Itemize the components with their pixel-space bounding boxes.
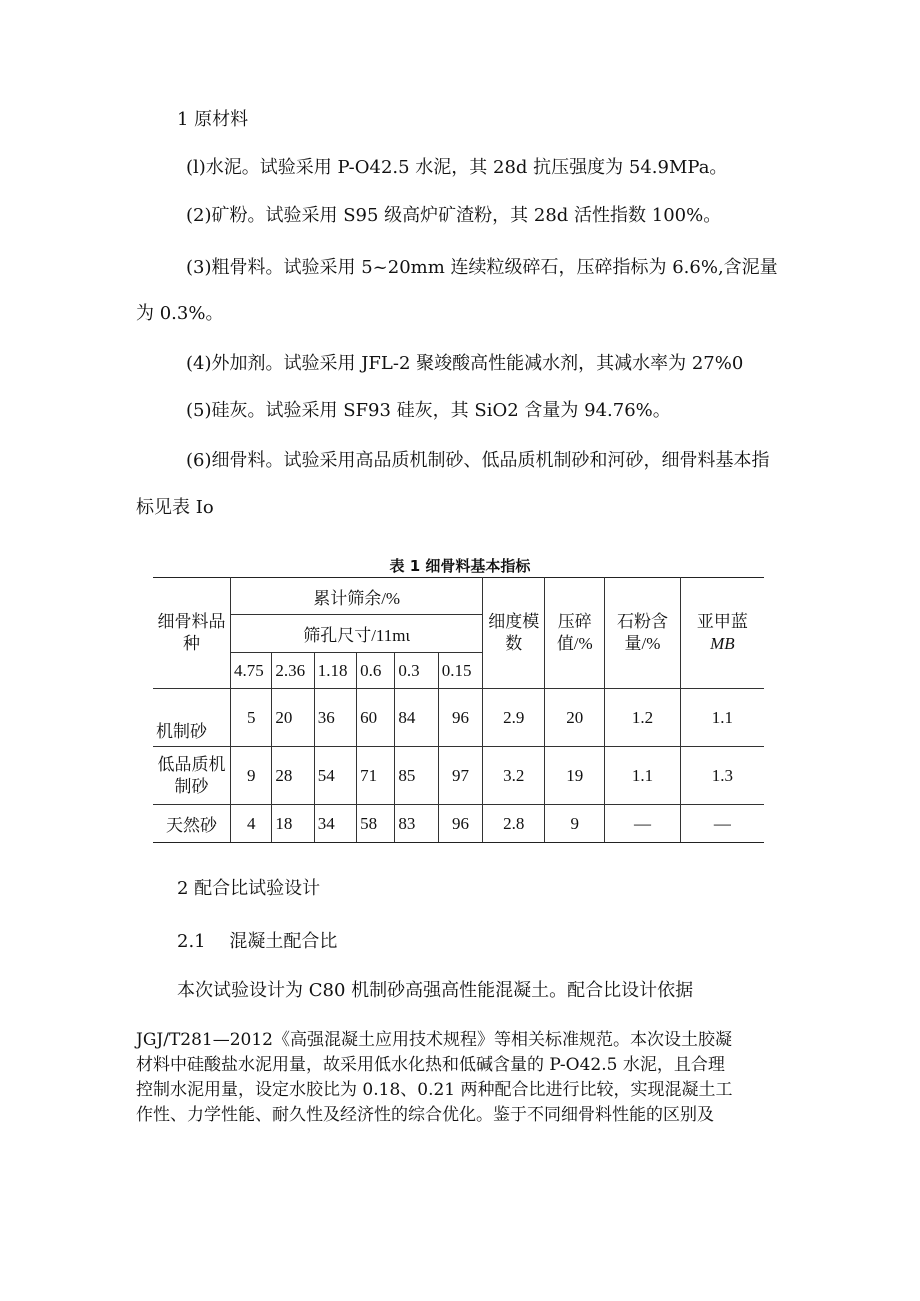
table-row [153,689,764,747]
paragraph-design-line-2: 材料中硅酸盐水泥用量，故采用低水化热和低碱含量的 P-O42.5 水泥，且合理 [136,1055,725,1075]
table-cell: 4 [231,805,272,843]
paragraph-cement: (l)水泥。试验采用 P-O42.5 水泥，其 28d 抗压强度为 54.9MPa。 [186,157,728,178]
row-name: 机制砂 [153,689,231,747]
paragraph-design-intro: 本次试验设计为 C80 机制砂高强高性能混凝土。配合比设计依据 [177,980,694,1001]
sieve-size-cell: 0.6 [357,653,395,689]
header-fineness-modulus: 细度模数 [483,578,545,689]
paragraph-design-line-1: JGJ/T281—2012《高强混凝土应用技术规程》等相关标准规范。本次设土胶凝 [136,1030,732,1050]
fine-aggregate-table [153,577,764,843]
sieve-size-cell: 0.15 [438,653,483,689]
table-cell: 96 [438,689,483,747]
table-cell: 5 [231,689,272,747]
table-cell: 1.1 [680,689,764,747]
section-heading-raw-materials: 1 原材料 [177,109,249,130]
table-cell: 20 [545,689,605,747]
table-cell: — [680,805,764,843]
table-row [153,805,764,843]
table-cell: 18 [272,805,314,843]
header-mb-label: 亚甲蓝 [696,612,748,631]
header-sieve-size: 筛孔尺寸/11mι [231,615,483,653]
sieve-size-cell: 4.75 [231,653,272,689]
paragraph-slag-powder: (2)矿粉。试验采用 S95 级高炉矿渣粉，其 28d 活性指数 100%。 [186,205,722,226]
table-cell: 2.9 [483,689,545,747]
paragraph-silica-fume: (5)硅灰。试验采用 SF93 硅灰，其 SiO2 含量为 94.76%。 [186,400,671,421]
table-cell: 96 [438,805,483,843]
sieve-size-cell: 0.3 [395,653,438,689]
table-cell: 58 [357,805,395,843]
header-cumulative-residue: 累计筛余/% [231,578,483,615]
subsection-heading-concrete-mix: 2.1 混凝土配合比 [177,931,338,952]
row-name: 低品质机制砂 [153,747,231,805]
paragraph-coarse-aggregate-cont: 为 0.3%。 [136,303,224,324]
table-cell: 71 [357,747,395,805]
table-cell: 19 [545,747,605,805]
paragraph-admixture: (4)外加剂。试验采用 JFL-2 聚竣酸高性能减水剂，其减水率为 27%0 [186,353,744,374]
table-cell: 83 [395,805,438,843]
table-cell: 1.1 [605,747,680,805]
header-stone-powder: 石粉含量/% [605,578,680,689]
table-cell: 36 [314,689,356,747]
header-type: 细骨料品种 [153,578,231,689]
header-methylene-blue [680,578,764,689]
table-cell: 1.2 [605,689,680,747]
paragraph-fine-aggregate-cont: 标见表 Io [136,497,214,518]
table-cell: 84 [395,689,438,747]
header-crushing-value: 压碎值/% [545,578,605,689]
sieve-size-cell: 1.18 [314,653,356,689]
table-cell: 20 [272,689,314,747]
paragraph-design-line-3: 控制水泥用量，设定水胶比为 0.18、0.21 两种配合比进行比较，实现混凝土工 [136,1080,733,1100]
table-cell: 85 [395,747,438,805]
table-cell: 2.8 [483,805,545,843]
paragraph-coarse-aggregate: (3)粗骨料。试验采用 5~20mm 连续粒级碎石，压碎指标为 6.6%,含泥量 [186,257,778,278]
table-cell: 1.3 [680,747,764,805]
table-cell: 54 [314,747,356,805]
table-cell: — [605,805,680,843]
paragraph-design-line-4: 作性、力学性能、耐久性及经济性的综合优化。鉴于不同细骨料性能的区别及 [136,1105,714,1125]
paragraph-fine-aggregate: (6)细骨料。试验采用高品质机制砂、低品质机制砂和河砂，细骨料基本指 [186,450,770,471]
table-cell: 3.2 [483,747,545,805]
table-cell: 28 [272,747,314,805]
table-cell: 34 [314,805,356,843]
table-cell: 60 [357,689,395,747]
table-cell: 9 [231,747,272,805]
header-mb-symbol: MB [710,634,735,653]
section-heading-mix-design: 2 配合比试验设计 [177,878,321,899]
row-name: 天然砂 [153,805,231,843]
table-cell: 9 [545,805,605,843]
table-cell: 97 [438,747,483,805]
table-row [153,747,764,805]
table-caption: 表 1 细骨料基本指标 [389,557,531,575]
sieve-size-cell: 2.36 [272,653,314,689]
